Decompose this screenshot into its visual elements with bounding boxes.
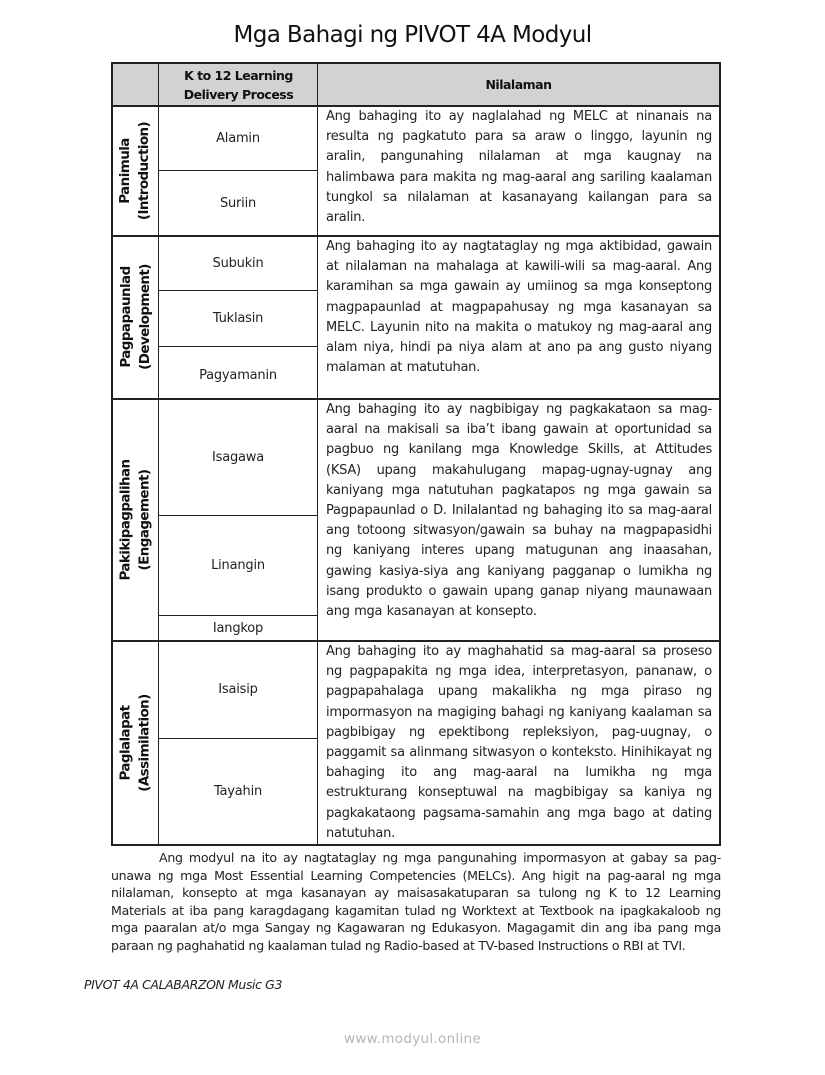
phase-label-en: (Introduction) [136, 121, 153, 220]
content-panimula: Ang bahaging ito ay naglalahad ng MELC at ninanais na resulta ng pagkatuto para sa araw o linggo, layunin ng aralin, pangunahing nilalaman at mga kaugnay na halimbawa para makita ng mag-aaral ang sariling kaalaman tungkol sa nilalaman at kasanayang kailangan para sa aralin. [326, 109, 712, 226]
phase-panimula [113, 106, 158, 235]
phase-label-en: (Development) [136, 264, 153, 370]
content-paglalapat: Ang bahaging ito ay maghahatid sa mag-aaral sa proseso ng pagpapakita ng mga idea, interpretasyon, pananaw, o pagpapahalaga upang makalikha ng mga piraso ng impormasyon na magiging bahagi ng kaniyang kaalaman sa pagbibigay ng epektibong repleksiyon, pag-uugnay, o paggamit sa alinmang sitwasyon o konteksto. Hinihikayat ng bahaging ito ang mag-aaral na lumikha ng mga estrukturang konseptuwal na magbibigay sa kaniya ng pagkakataong pagsama-samahin ang mga bago at dating natutuhan. [326, 644, 712, 841]
phase-pagpapaunlad [113, 236, 158, 398]
header-phase [113, 64, 159, 105]
process-iangkop: Iangkop [212, 620, 264, 636]
phase-label-en: (Assimilation) [136, 693, 153, 792]
phase-pakikipagpalihan [113, 399, 158, 640]
header-process [159, 64, 318, 105]
process-linangin: Linangin [211, 558, 265, 573]
process-isagawa: Isagawa [212, 449, 264, 465]
page-title: Mga Bahagi ng PIVOT 4A Modyul [233, 22, 592, 48]
phase-label: Pagpapaunlad [117, 266, 134, 368]
header-content: Nilalaman [485, 77, 552, 92]
phase-paglalapat [113, 641, 158, 844]
phase-label-en: (Engagement) [136, 469, 153, 570]
content-pagpapaunlad: Ang bahaging ito ay nagtataglay ng mga aktibidad, gawain at nilalaman na mahalaga at kawili-wili sa mag-aaral. Ang karamihan sa mga gawain ay umiinog sa mga konseptong magpapaunlad at magpapahusay ng mga kasanayan sa MELC. Layunin nito na makita o matukoy ng mag-aaral ang alam niya, hindi pa niya alam at ano pa ang gusto niyang malaman at matutuhan. [326, 239, 712, 376]
process-tuklasin: Tuklasin [212, 311, 264, 326]
process-isaisip: Isaisip [218, 682, 258, 697]
page-footer: PIVOT 4A CALABARZON Music G3 [84, 977, 283, 992]
phase-label: Panimula [117, 137, 134, 204]
process-pagyamanin: Pagyamanin [199, 367, 277, 383]
header-process-line2: Delivery Process [183, 86, 294, 102]
phase-label: Pakikipagpalihan [117, 458, 134, 581]
column-divider [317, 64, 318, 844]
module-description-paragraph: Ang modyul na ito ay nagtataglay ng mga pangunahing impormasyon at gabay sa pag-unawa ng mga Most Essential Learning Competencies (MELCs). Ang higit na pag-aaral ng mga nilalaman, konsepto at mga kasanayan ay maisasakatuparan sa tulong ng K to 12 Learning Materials at iba pang karagdagang kagamitan tulad ng Worktext at Textbook na ipagkakaloob ng mga paaralan at/o mga Sangay ng Kagawaran ng Edukasyon. Magagamit din ang iba pang mga paraan ng paghahatid ng kaalaman tulad ng Radio-based at TV-based Instructions o RBI at TVI. [111, 850, 721, 953]
pivot-parts-table [111, 62, 721, 846]
phase-label: Paglalapat [117, 704, 134, 781]
process-tayahin: Tayahin [213, 784, 263, 799]
watermark: www.modyul.online [343, 1031, 482, 1047]
process-suriin: Suriin [219, 195, 257, 211]
content-pakikipagpalihan: Ang bahaging ito ay nagbibigay ng pagkakataon sa mag-aaral na makisali sa iba’t ibang gawain at oportunidad sa pagbuo ng kanilang mga Knowledge Skills, at Attitudes (KSA) upang makahulugang mapag-ugnay-ugnay ang kaniyang mga natutuhan pagkatapos ng mga gawain sa Pagpapaunlad o D. Inilalantad ng bahaging ito sa mag-aaral ang totoong sitwasyon/gawain sa buhay na magpapasidhi ng kaniyang interes upang matugunan ang inaasahan, gawing kasiya-siya ang kaniyang pagganap o lumikha ng isang produkto o gawain upang ganap niyang maunawaan ang mga kasanayan at konsepto. [326, 402, 712, 620]
process-alamin: Alamin [216, 130, 260, 146]
process-subukin: Subukin [212, 255, 264, 271]
header-process-line1: K to 12 Learning [184, 67, 293, 83]
